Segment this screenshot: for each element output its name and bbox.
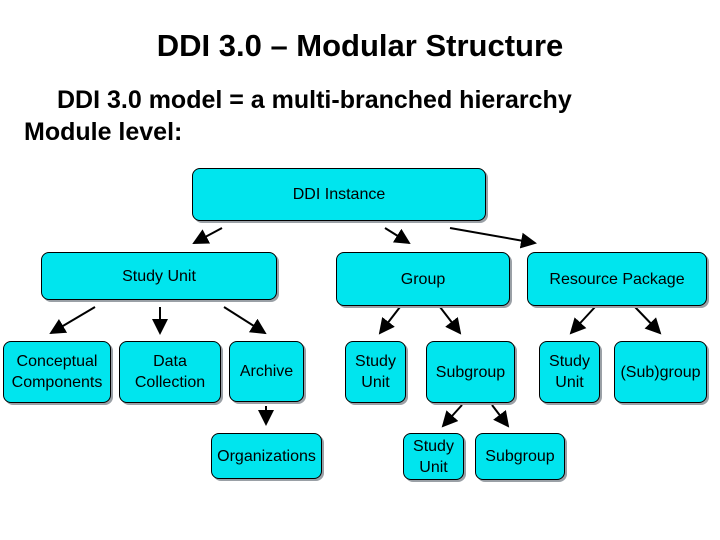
arrow-instance-to-resource-package <box>450 228 535 243</box>
arrow-resource-package-to-subgroup <box>635 307 660 333</box>
node-resource-subgroup: (Sub)group <box>614 341 707 403</box>
module-level-label: Module level: <box>24 118 183 146</box>
node-conceptual-components: Conceptual Components <box>3 341 111 403</box>
node-subgroup-study-unit: Study Unit <box>403 433 464 480</box>
slide-title: DDI 3.0 – Modular Structure <box>156 28 564 63</box>
node-organizations: Organizations <box>211 433 322 479</box>
arrow-instance-to-study-unit <box>194 228 222 243</box>
node-archive: Archive <box>229 341 304 402</box>
arrow-study-unit-to-archive <box>224 307 265 333</box>
node-subgroup-subgroup: Subgroup <box>475 433 565 480</box>
node-subgroup: Subgroup <box>426 341 515 403</box>
node-group: Group <box>336 252 510 306</box>
arrow-subgroup-to-subgroup <box>492 405 508 426</box>
node-resource-package: Resource Package <box>527 252 707 306</box>
arrow-study-unit-to-conceptual <box>51 307 95 333</box>
arrow-group-to-study-unit <box>380 307 400 333</box>
node-resource-study-unit: Study Unit <box>539 341 600 403</box>
slide-subtitle: DDI 3.0 model = a multi-branched hierarchy <box>57 86 572 114</box>
node-group-study-unit: Study Unit <box>345 341 406 403</box>
arrow-group-to-subgroup <box>440 307 460 333</box>
arrow-instance-to-group <box>385 228 409 243</box>
arrow-resource-package-to-study-unit <box>571 307 595 333</box>
arrow-subgroup-to-study-unit <box>443 405 462 426</box>
node-ddi-instance: DDI Instance <box>192 168 486 221</box>
node-study-unit: Study Unit <box>41 252 277 300</box>
node-data-collection: Data Collection <box>119 341 221 403</box>
